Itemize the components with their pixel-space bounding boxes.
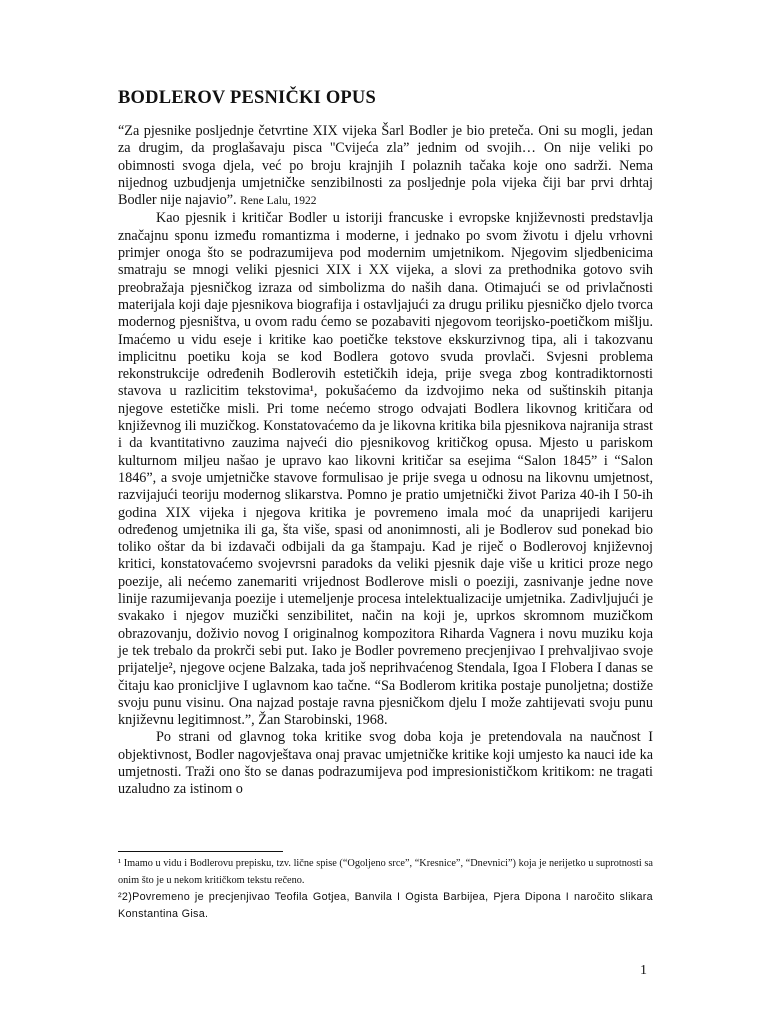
page-title: BODLEROV PESNIČKI OPUS <box>118 88 376 108</box>
epigraph-quote: “Za pjesnike posljednje četvrtine XIX vijeka Šarl Bodler je bio preteča. Oni su mogli, jedan za drugim, da proglašavaju pisca ''Cvijeća zla” jednim od svojih… On nije veliki po obimnosti svoga djela, već po broju krajnjih I polaznih tačaka koje ono sadrži. Nema nijednog uzbudjenja umjetničke senzibilnosti za posljednje pola vijeka čiji bar prvi drhtaj Bodler nije najavio”. <box>118 123 653 209</box>
footnote-separator <box>118 851 283 852</box>
epigraph-paragraph <box>118 123 653 210</box>
body-paragraph: Kao pjesnik i kritičar Bodler u istoriji francuske i evropske književnosti predstavlja značajnu sponu između romantizma i moderne, i jednako po svom životu i djelu vrhovni primjer onoga što se podrazumijeva pod modernim umjetnikom. Njegovim sljedbenicima smatraju se mnogi veliki pjesnici XIX i XX vijeka, a slovi za prethodnika gotovo svih preobražaja pjesničkog izraza od simbolizma do naših dana. Otimajući se od privlačnosti materijala koji daje pjesnikova biografija i ostavljajući za drugu priliku pjesničko djelo tvorca modernog pjesništva, u ovom radu ćemo se pozabaviti njegovom teorijsko-poetičkom mišlju. Imaćemo u vidu eseje i kritike kao poetičke tekstove ekskurzivnog tipa, ali i takozvanu implicitnu poetiku koja se kod Bodlera gotovo svuda provlači. Svjesni problema rekonstrukcije određenih Bodlerovih estetičkih ideja, prije svega zbog kontradiktornosti stavova u razlicitim tekstovima¹, pokušaćemo da izdvojimo neka od suštinskih pitanja njegove estetičke misli. Pri tome nećemo strogo odvajati Bodlera likovnog kritičara od književnog ili muzičkog. Konstatovaćemo da je likovna kritika bila pjesnikova najranija strast i da kvantitativno zauzima najveći dio pjesnikovog kritičkog opusa. Mjesto u pariskom kulturnom miljeu našao je upravo kao likovni kritičar sa esejima “Salon 1845” i “Salon 1846”, a svoje umjetničke stavove formulisao je prije svega u odnosu na likovnu umjetnost, razvijajući teoriju modernog slikarstva. Pomno je pratio umjetnički život Pariza 40-ih I 50-ih godina XIX vijeka i njegova kritika je povremeno imala moć da unaprijedi karijeru određenog umjetnika ili ga, šta više, spasi od anonimnosti, ali je Bodlerov sud ponekad bio toliko oštar da bi izdavači odbijali da ga štampaju. Kad je riječ o Bodlerovoj književnoj kritici, konstatovaćemo svojevrsni paradoks da veliki pjesnik daje više u kritici proze nego poezije, ali nećemo zanemariti vrijednost Bodlerove misli o poeziji, zasnivanje jedne nove linije razumijevanja poezije i utemeljenje procesa intelektualizacije umjetnika. Zadivljujući je svakako i njegov muzički senzibilitet, način na koji je, uprkos skromnom muzičkom obrazovanju, doživio novog I originalnog kompozitora Riharda Vagnera i novu muziku koja je tek trebalo da prokrči sebi put. Iako je Bodler povremeno precjenjivao I prehvaljivao svoje prijatelje², njegove ocjene Balzaka, tada još neprihvaćenog Stendala, Igoa I Flobera I danas se čitaju kao pronicljive I uglavnom kao tačne. “Sa Bodlerom kritika postaje punoljetna; dostiže svoju punu visinu. Ona najzad postaje ravna pjesničkom djelu I može zahtijevati svoju punu književnu legitimnost.”, Žan Starobinski, 1968. <box>118 210 653 729</box>
footnotes <box>118 856 653 922</box>
body-paragraph: Po strani od glavnog toka kritike svog doba koja je pretendovala na naučnost I objektivnost, Bodler nagovještava onaj pravac umjetničke kritike koji umjesto ka nauci ide ka umjetnosti. Traži ono što se danas podrazumijeva pod impresionističkom kritikom: ne tragati uzaludno za istinom o <box>118 729 653 798</box>
epigraph-attribution: Rene Lalu, 1922 <box>240 195 317 208</box>
footnote-2: ²2)Povremeno je precjenjivao Teofila Gotjea, Banvila I Ogista Barbijea, Pjera Dipona I naročito slikara Konstantina Gisa. <box>118 891 653 920</box>
footnote-1: ¹ Imamo u vidu i Bodlerovu prepisku, tzv. lične spise (“Ogoljeno srce”, “Kresnice”, “Dnevnici”) koja je nerijetko u suprotnosti sa onim što je u nekom kritičkom tekstu rečeno. <box>118 858 653 886</box>
main-content <box>118 88 653 799</box>
page-number: 1 <box>640 963 647 978</box>
